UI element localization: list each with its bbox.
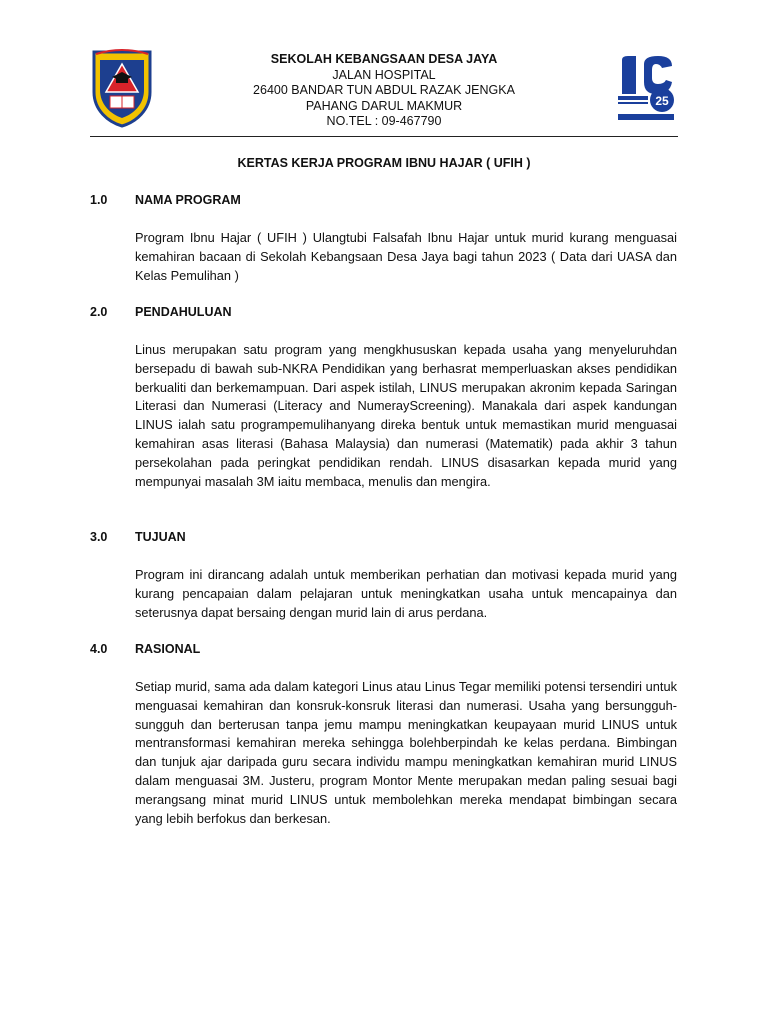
section-number: 1.0 (90, 193, 108, 207)
section-heading (90, 530, 678, 548)
address-line-3: PAHANG DARUL MAKMUR (305, 98, 463, 113)
section-number: 2.0 (90, 305, 108, 319)
section-rasional (90, 642, 678, 828)
section-heading (90, 642, 678, 660)
section-number: 3.0 (90, 530, 108, 544)
address-line-1: JALAN HOSPITAL (332, 67, 436, 82)
letterhead (90, 48, 678, 132)
header-divider (90, 136, 678, 137)
section-title: PENDAHULUAN (135, 305, 232, 319)
section-heading (90, 193, 678, 211)
section-title: TUJUAN (135, 530, 186, 544)
address-line-2: 26400 BANDAR TUN ABDUL RAZAK JENGKA (253, 83, 515, 97)
logo-number: 25 (655, 94, 669, 108)
section-body: Setiap murid, sama ada dalam kategori Linus atau Linus Tegar memiliki potensi tersendiri untuk menguasai kemahiran dan konsruk-konsruk literasi dan numerasi. Usaha yang bersungguh-sungguh dan berterusan tanpa jemu mampu meningkatkan keupayaan murid LINUS untuk mentransformasi kemahiran mereka sehingga bolehberpindah ke kelas perdana. Bimbingan dan tunjuk ajar daripada guru secara individu mampu meningkatkan kemahiran murid LINUS dalam menguasai 3M. Justeru, program Montor Mente merupakan medan paling sesuai bagi merangsang minat murid LINUS untuk membolehkan mereka mendapat bimbingan secara yang lebih berfokus dan berkesan. (135, 679, 677, 826)
section-body: Program ini dirancang adalah untuk memberikan perhatian dan motivasi kepada murid yang kurang pencapaian dalam pelajaran untuk meningkatkan usaha untuk mencapainya dan seterusnya dapat bersaing dengan murid lain di arus perdana. (135, 567, 677, 620)
section-number: 4.0 (90, 642, 108, 656)
document-title: KERTAS KERJA PROGRAM IBNU HAJAR ( UFIH ) (237, 156, 531, 170)
section-heading (90, 305, 678, 323)
section-tujuan (90, 530, 678, 622)
section-body: Program Ibnu Hajar ( UFIH ) Ulangtubi Falsafah Ibnu Hajar untuk murid kurang menguasai kemahiran bacaan di Sekolah Kebangsaan Desa Jaya bagi tahun 2023 ( Data dari UASA dan Kelas Pemulihan ) (135, 230, 677, 283)
section-title: RASIONAL (135, 642, 201, 656)
section-pendahuluan (90, 305, 678, 491)
phone-number: NO.TEL : 09-467790 (326, 114, 442, 128)
section-body: Linus merupakan satu program yang mengkhususkan kepada usaha yang menyeluruhdan bersepadu di bawah sub-NKRA Pendidikan yang berhasrat memperluaskan akses pendidikan berkualiti dan berkemampuan. Dari aspek istilah, LINUS merupakan akronim kepada Saringan Literasi dan Numerasi (Literacy and NumerayScreening). Manakala dari aspek kandungan LINUS ialah satu programpemulihanyang direka bentuk untuk memastikan murid menguasai kemahiran asas literasi (Bahasa Malaysia) dan numerasi (Matematik) pada akhir 3 tahun persekolahan pada peringkat pendidikan rendah. LINUS disasarkan kepada murid yang mempunyai masalah 3M iaitu membaca, menulis dan mengira. (135, 342, 677, 489)
school-name: SEKOLAH KEBANGSAAN DESA JAYA (270, 52, 498, 66)
school-address-block (90, 52, 678, 130)
section-title: NAMA PROGRAM (135, 193, 241, 207)
section-nama-program (90, 193, 678, 285)
anniversary-logo-icon (614, 54, 678, 122)
